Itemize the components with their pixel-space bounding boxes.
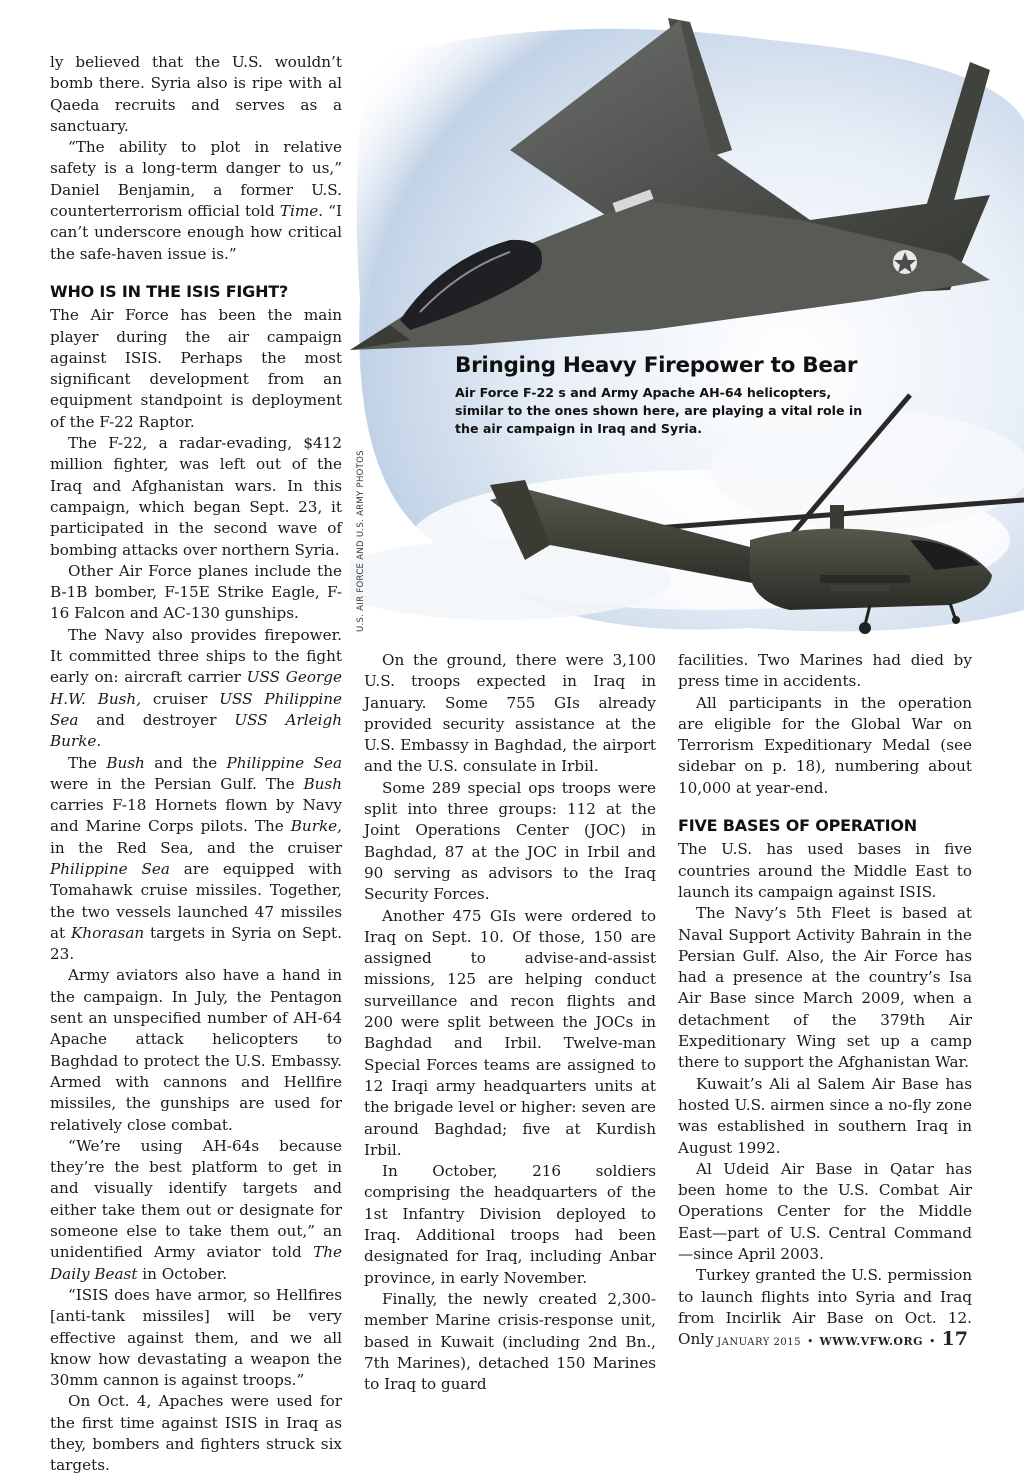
paragraph: Finally, the newly created 2,300-member Marine crisis-response unit, based in Kuwait (including 2nd Bn., 7th Marines), detached 150 Marines to Iraq to guard: [364, 1289, 656, 1394]
issue-date: JANUARY 2015: [717, 1337, 801, 1348]
paragraph: The Navy also provides firepower. It committed three ships to the fight early on: aircraft carrier USS George H.W. Bush, cruiser USS Philippine Sea and destroyer USS Arleigh Burke.: [50, 625, 343, 751]
paragraph: The Navy’s 5th Fleet is based at Naval Support Activity Bahrain in the Persian Gulf. Also, the Air Force has had a presence at the country’s Isa Air Base since March 2009, when a detachment of the 379th Air Expeditionary Wing set up a camp there to support the Afghanistan War.: [678, 904, 972, 1072]
article-column-3: [678, 650, 972, 1351]
caption-text: Air Force F-22 s and Army Apache AH-64 helicopters, similar to the ones shown here, are playing a vital role in the air campaign in Iraq and Syria.: [455, 385, 863, 436]
separator: •: [929, 1335, 936, 1348]
paragraph: The F-22, a radar-evading, $412 million fighter, was left out of the Iraq and Afghanistan wars. In this campaign, which began Sept. 23, it participated in the second wave of bombing attacks over northern Syria.: [50, 434, 342, 559]
paragraph: Army aviators also have a hand in the campaign. In July, the Pentagon sent an unspecified number of AH-64 Apache attack helicopters to Baghdad to protect the U.S. Embassy. Armed with cannons and Hellfire missiles, the gunships are used for relatively close combat.: [50, 966, 342, 1134]
photo-credit: U.S. AIR FORCE AND U.S. ARMY PHOTOS: [356, 450, 366, 632]
article-column-2: [364, 650, 656, 1395]
section-heading: WHO IS IN THE ISIS FIGHT?: [50, 281, 289, 301]
paragraph: The Bush and the Philippine Sea were in the Persian Gulf. The Bush carries F-18 Hornets flown by Navy and Marine Corps pilots. The Burke, in the Red Sea, and the cruiser Philippine Sea are equipped with Tomahawk cruise missiles. Together, the two vessels launched 47 missiles at Khorasan targets in Syria on Sept. 23.: [50, 753, 343, 964]
article-column-1: [50, 52, 342, 1477]
paragraph: Some 289 special ops troops were split into three groups: 112 at the Joint Operations Center (JOC) in Baghdad, 87 at the JOC in Irbil and 90 serving as advisors to the Iraq Security Forces.: [364, 778, 656, 904]
paragraph: “ISIS does have armor, so Hellfires [anti-tank missiles] will be very effective against them, and we all know how devastating a weapon the 30mm cannon is against troops.”: [50, 1285, 342, 1390]
paragraph: ly believed that the U.S. wouldn’t bomb there. Syria also is ripe with al Qaeda recruits and serves as a sanctuary.: [50, 53, 342, 135]
website-link[interactable]: WWW.VFW.ORG: [819, 1335, 924, 1348]
photo-caption: [455, 352, 875, 438]
page-number: 17: [941, 1328, 968, 1350]
paragraph: Turkey granted the U.S. permission to launch flights into Syria and Iraq from Incirlik Air Base on Oct. 12. Only: [678, 1266, 972, 1349]
section-heading: FIVE BASES OF OPERATION: [678, 816, 917, 836]
page-footer: [717, 1328, 968, 1350]
paragraph: “We’re using AH-64s because they’re the best platform to get in and visually identify targets and either take them out or designate for someone else to take them out,” an unidentified Army aviator told The Daily Beast in October.: [50, 1136, 342, 1283]
paragraph: “The ability to plot in relative safety is a long-term danger to us,” Daniel Benjamin, a former U.S. counterterrorism official told Time. “I can’t underscore enough how critical the safe-haven issue is.”: [50, 138, 342, 263]
paragraph: The U.S. has used bases in five countries around the Middle East to launch its campaign against ISIS.: [678, 840, 972, 901]
paragraph: facilities. Two Marines had died by press time in accidents.: [678, 651, 972, 691]
caption-title: Bringing Heavy Firepower to Bear: [455, 353, 858, 378]
paragraph: All participants in the operation are eligible for the Global War on Terrorism Expeditionary Medal (see sidebar on p. 18), numbering about 10,000 at year-end.: [678, 693, 972, 797]
aircraft-illustration: [350, 0, 1024, 640]
paragraph: Kuwait’s Ali al Salem Air Base has hosted U.S. airmen since a no-fly zone was established in southern Iraq in August 1992.: [678, 1074, 972, 1157]
paragraph: Al Udeid Air Base in Qatar has been home to the U.S. Combat Air Operations Center for the Middle East—part of U.S. Central Command—since April 2003.: [678, 1159, 972, 1264]
paragraph: The Air Force has been the main player during the air campaign against ISIS. Perhaps the most significant development from an equipment standpoint is deployment of the F-22 Raptor.: [50, 306, 342, 431]
paragraph: On the ground, there were 3,100 U.S. troops expected in Iraq in January. Some 755 GIs already provided security assistance at the U.S. Embassy in Baghdad, the airport and the U.S. consulate in Irbil.: [364, 651, 656, 776]
separator: •: [806, 1335, 814, 1348]
paragraph: Other Air Force planes include the B-1B bomber, F-15E Strike Eagle, F-16 Falcon and AC-130 gunships.: [50, 561, 342, 623]
paragraph: On Oct. 4, Apaches were used for the first time against ISIS in Iraq as they, bombers and fighters struck six targets.: [50, 1392, 342, 1475]
paragraph: Another 475 GIs were ordered to Iraq on Sept. 10. Of those, 150 are assigned to advise-and-assist missions, 125 are helping conduct surveillance and recon flights and 200 were split between the JOCs in Baghdad and Irbil. Twelve-man Special Forces teams are assigned to 12 Iraqi army headquarters units at the brigade level or higher: seven are around Baghdad; five at Kurdish Irbil.: [364, 906, 656, 1159]
aircraft-photo: [350, 0, 1024, 640]
paragraph: In October, 216 soldiers comprising the headquarters of the 1st Infantry Division deployed to Iraq. Additional troops had been designated for Iraq, including Anbar province, in early November.: [364, 1162, 656, 1287]
